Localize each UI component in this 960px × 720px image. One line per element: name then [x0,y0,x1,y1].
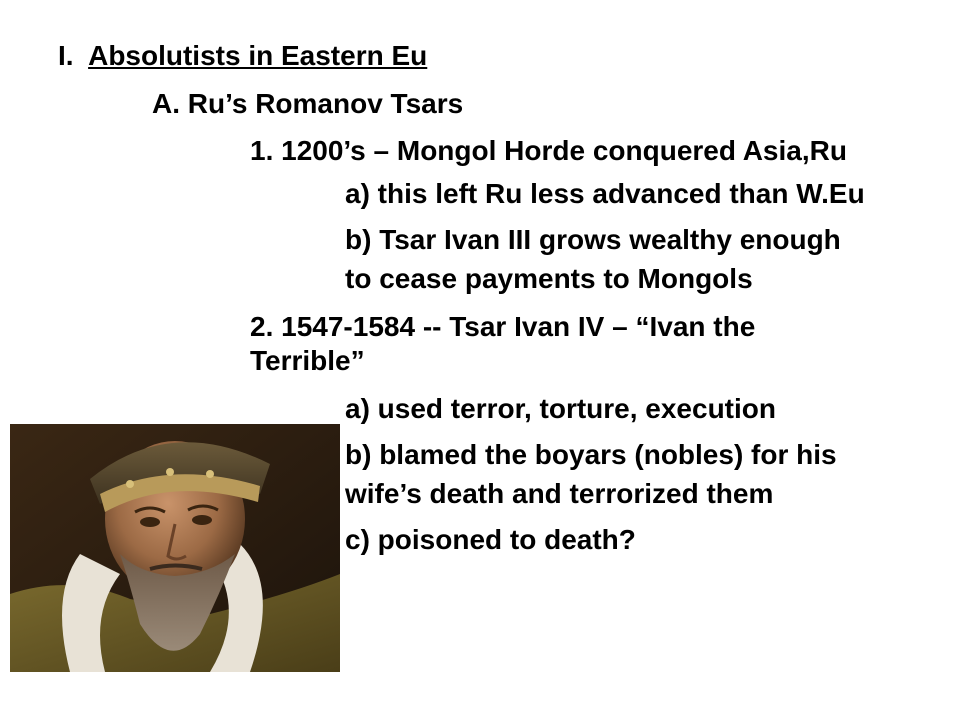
item-2-line2: Terrible” [250,345,365,376]
item-2-line1: 2. 1547-1584 -- Tsar Ivan IV – “Ivan the [250,311,756,342]
portrait-painting [10,424,340,672]
item-2a: a) used terror, torture, execution [345,393,776,424]
item-1b-line2: to cease payments to Mongols [345,263,753,294]
heading-text: Absolutists in Eastern Eu [88,40,428,71]
item-1a: a) this left Ru less advanced than W.Eu [345,178,865,209]
item-2b-line1: b) blamed the boyars (nobles) for his [345,439,837,470]
item-2b-line2: wife’s death and terrorized them [345,478,774,509]
heading-number: I. [58,40,74,71]
subheading-a: A. Ru’s Romanov Tsars [152,88,464,119]
portrait-image [10,424,340,672]
item-1: 1. 1200’s – Mongol Horde conquered Asia,Ru [250,135,847,166]
item-1b-line1: b) Tsar Ivan III grows wealthy enough [345,224,841,255]
item-2c: c) poisoned to death? [345,524,636,555]
slide-heading [58,39,427,73]
